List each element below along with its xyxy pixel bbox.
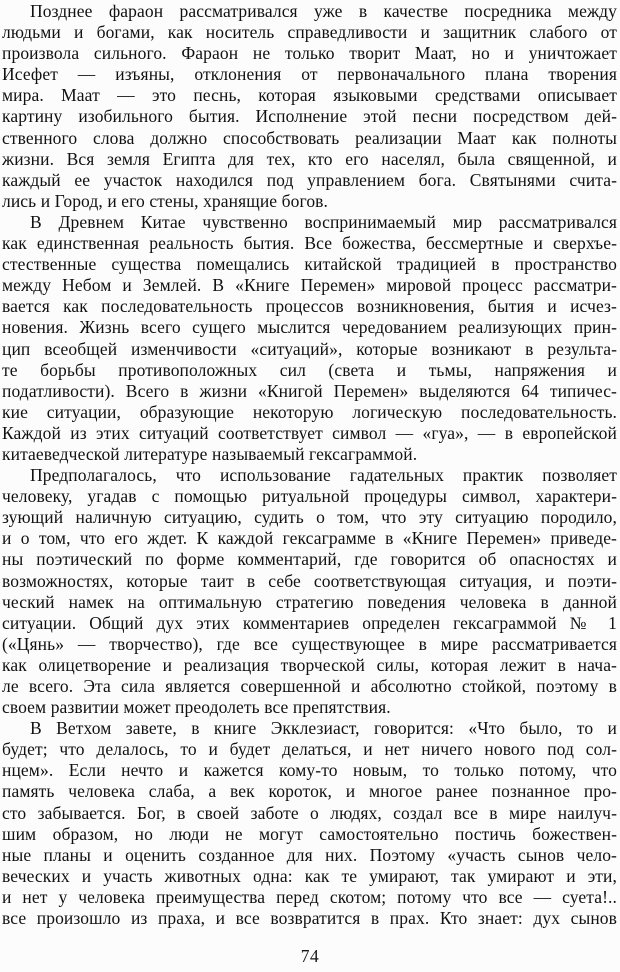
text-line: нцем». Если нечто и кажется кому-то новым, то только потому, что bbox=[2, 760, 617, 781]
text-line: ственного слова должно способствовать реализации Маат как полноты bbox=[2, 127, 617, 148]
text-line: ные планы и оценить созданное для них. Поэтому «участь сынов чело- bbox=[2, 844, 617, 865]
text-block bbox=[2, 1, 617, 929]
text-line: стественные существа помещались китайской традицией в пространство bbox=[2, 254, 617, 275]
text-line: как олицетворение и реализация творческой силы, которая лежит в нача- bbox=[2, 654, 617, 675]
text-line: своем развитии может преодолеть все препятствия. bbox=[2, 697, 391, 718]
text-line: и нет у человека преимущества перед скотом; потому что все — суета!.. bbox=[2, 886, 617, 907]
text-line: шим образом, но люди не могут самостоятельно постичь божествен- bbox=[2, 823, 617, 844]
paragraph bbox=[2, 212, 617, 465]
text-line: ле всего. Эта сила является совершенной и абсолютно стойкой, поэтому в bbox=[2, 676, 617, 696]
text-line: человеку, угадав с помощью ритуальной процедуры символ, характери- bbox=[2, 486, 617, 507]
text-line: веческих и участь животных одна: как те умирают, так умирают и эти, bbox=[2, 865, 617, 886]
text-line: Каждой из этих ситуаций соответствует символ — «гуа», — в европейской bbox=[2, 422, 617, 443]
text-line: между Небом и Землей. В «Книге Перемен» мировой процесс рассматри- bbox=[2, 275, 617, 296]
text-line: В Древнем Китае чувственно воспринимаемый мир рассматривался bbox=[30, 211, 617, 232]
text-line: память человека слаба, а век короток, и многое ранее познанное про- bbox=[2, 781, 617, 802]
page-number: 74 bbox=[300, 946, 320, 966]
text-line: вается как последовательность процессов возникновения, бытия и исчез- bbox=[2, 296, 617, 317]
text-line: жизни. Вся земля Египта для тех, кто его населял, была священной, и bbox=[2, 148, 617, 169]
text-line: каждый ее участок находился под управлением бога. Святынями счита- bbox=[2, 169, 617, 190]
text-line: («Цянь» — творчество), где все существующее в мире рассматривается bbox=[2, 633, 617, 654]
text-line: Позднее фараон рассматривался уже в качестве посредника между bbox=[30, 1, 617, 21]
text-line: лись и Город, и его стены, хранящие богов. bbox=[2, 190, 329, 211]
paragraph bbox=[2, 718, 617, 929]
text-line: мира. Маат — это песнь, которая языковыми средствами описывает bbox=[2, 85, 617, 106]
text-line: ческий намек на оптимальную стратегию поведения человека в данной bbox=[2, 591, 617, 612]
text-line: цип всеобщей изменчивости «ситуаций», которые возникают в результа- bbox=[2, 338, 617, 359]
text-line: новения. Жизнь всего сущего мыслится чередованием реализующих прин- bbox=[2, 317, 617, 338]
text-line: все произошло из праха, и все возвратится в прах. Кто знает: дух сынов bbox=[2, 908, 617, 929]
text-line: произвола сильного. Фараон не только творит Маат, но и уничтожает bbox=[2, 43, 617, 64]
paragraph bbox=[2, 465, 617, 718]
text-line: и о том, что его ждет. К каждой гексаграмме в «Книге Перемен» приведе- bbox=[2, 528, 617, 549]
text-line: как единственная реальность бытия. Все божества, бессмертные и сверхъе- bbox=[2, 233, 617, 254]
text-line: будет; что делалось, то и будет делаться, и нет ничего нового под сол- bbox=[2, 739, 617, 760]
text-line: те борьбы противоположных сил (света и тьмы, напряжения и bbox=[2, 359, 617, 380]
text-line: китаеведческой литературе называемый гексаграммой. bbox=[2, 443, 418, 464]
text-line: кие ситуации, образующие некоторую логическую последовательность. bbox=[2, 401, 617, 422]
text-line: картину изобильного бытия. Исполнение этой песни посредством дей- bbox=[2, 106, 617, 127]
text-line: Предполагалось, что использование гадательных практик позволяет bbox=[30, 465, 617, 486]
text-line: ны поэтический по форме комментарий, где говорится об опасностях и bbox=[2, 549, 617, 570]
text-line: ситуации. Общий дух этих комментариев определен гексаграммой № 1 bbox=[2, 612, 617, 633]
text-line: сто забывается. Бог, в своей заботе о людях, создал все в мире наилуч- bbox=[2, 802, 617, 823]
text-line: В Ветхом завете, в книге Экклезиаст, говорится: «Что было, то и bbox=[30, 718, 617, 739]
paragraph bbox=[2, 1, 617, 212]
text-line: людьми и богами, как носитель справедливости и защитник слабого от bbox=[2, 22, 617, 43]
text-line: возможностях, которые таит в себе соответствующая ситуация, и поэти- bbox=[2, 570, 617, 591]
text-line: зующий наличную ситуацию, судить о том, что эту ситуацию породило, bbox=[2, 507, 617, 528]
text-line: Исефет — изъяны, отклонения от первоначального плана творения bbox=[2, 64, 617, 85]
text-line: податливости). Всего в жизни «Книгой Перемен» выделяются 64 типичес- bbox=[2, 380, 617, 401]
